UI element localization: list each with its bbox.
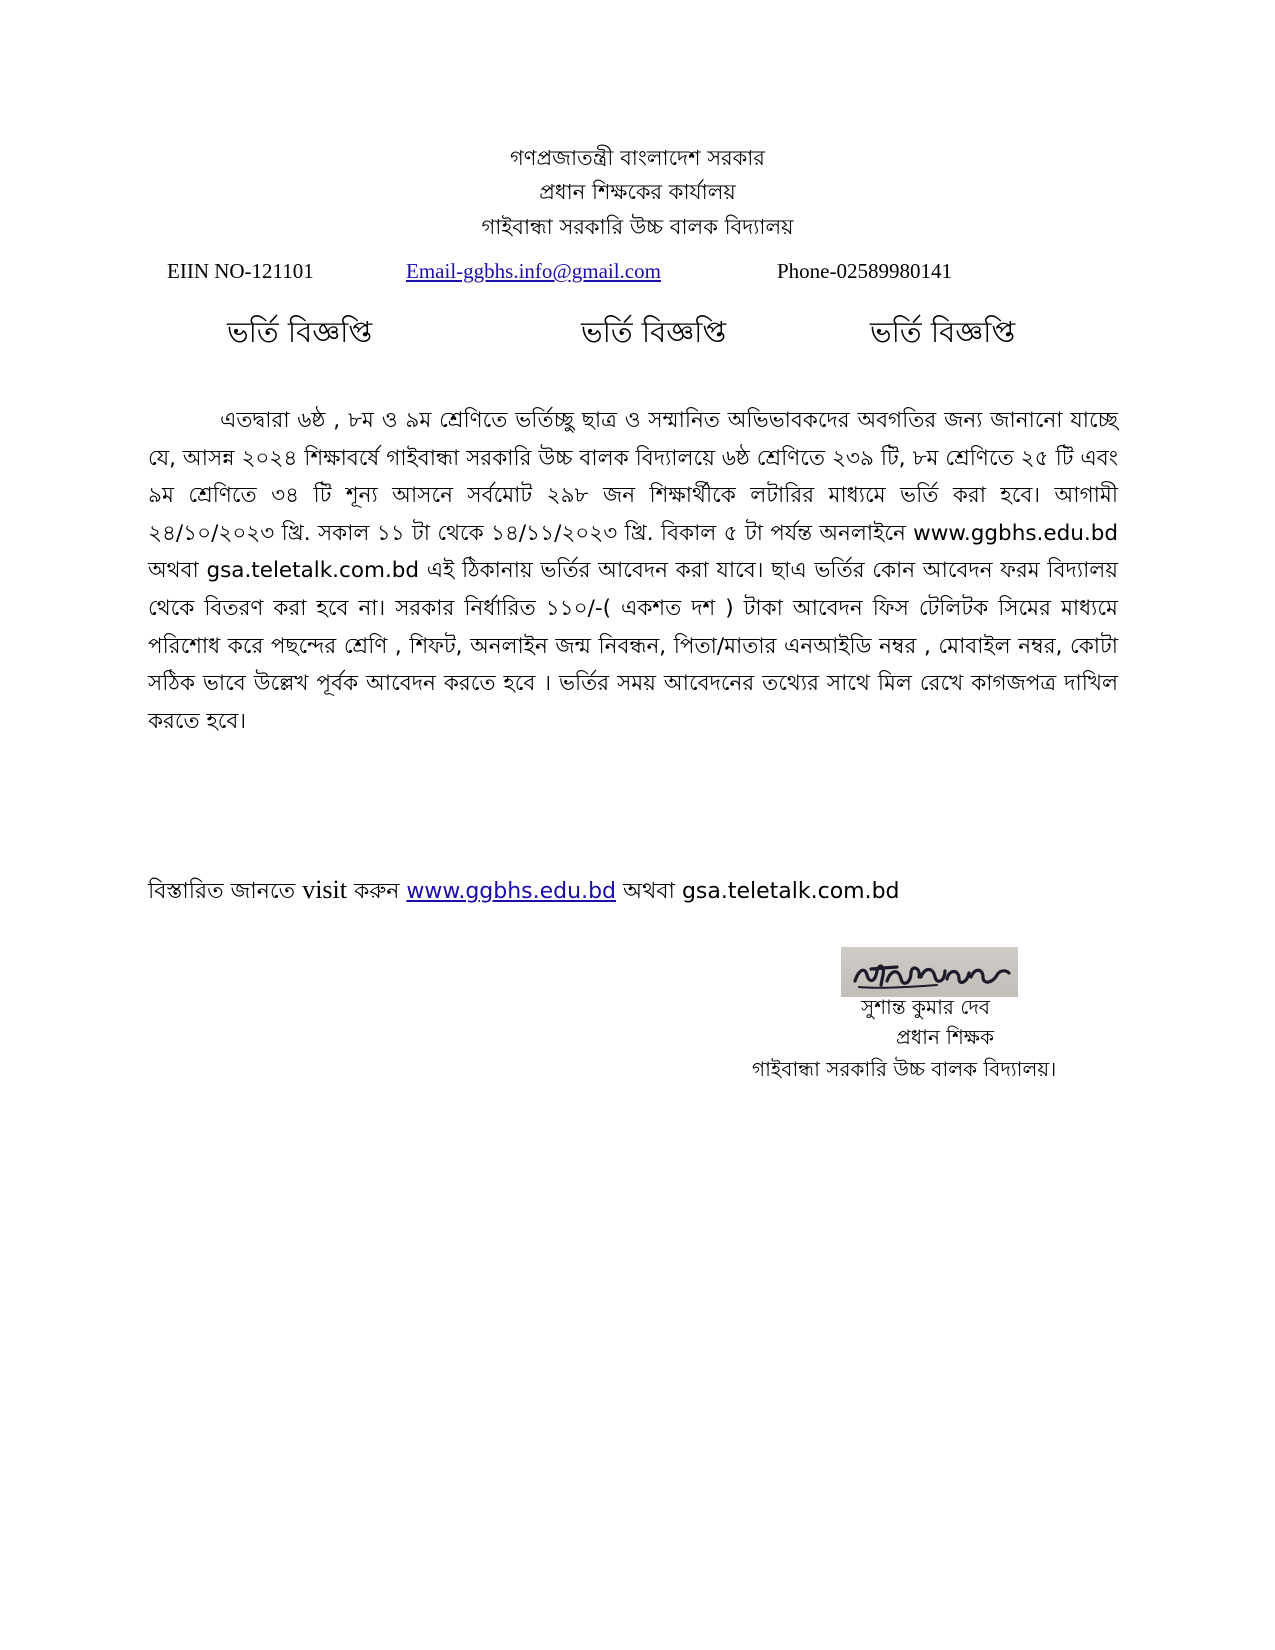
signatory-institution: গাইবান্ধা সরকারি উচ্চ বালক বিদ্যালয়। bbox=[752, 1057, 1057, 1081]
eiin-number: EIIN NO-121101 bbox=[167, 259, 314, 283]
school-heading: গাইবান্ধা সরকারি উচ্চ বালক বিদ্যালয় bbox=[481, 215, 794, 239]
handwritten-signature-icon bbox=[841, 947, 1018, 997]
government-heading: গণপ্রজাতন্ত্রী বাংলাদেশ সরকার bbox=[510, 146, 765, 170]
notice-title-right: ভর্তি বিজ্ঞপ্তি bbox=[870, 315, 1016, 349]
signatory-name: সুশান্ত কুমার দেব bbox=[861, 995, 990, 1019]
notice-title-left: ভর্তি বিজ্ঞপ্তি bbox=[227, 315, 373, 349]
notice-title-center: ভর্তি বিজ্ঞপ্তি bbox=[581, 315, 727, 349]
signature-image bbox=[841, 947, 1018, 997]
details-line bbox=[148, 873, 1118, 909]
office-heading: প্রধান শিক্ষকের কার্যালয় bbox=[539, 180, 736, 204]
website-link[interactable]: www.ggbhs.edu.bd bbox=[406, 879, 617, 904]
details-or: অথবা bbox=[623, 879, 675, 904]
details-prefix: বিস্তারিত জানতে bbox=[148, 879, 296, 904]
visit-word: visit bbox=[302, 875, 347, 904]
email-link[interactable]: Email-ggbhs.info@gmail.com bbox=[406, 259, 661, 283]
phone-number: Phone-02589980141 bbox=[777, 259, 952, 283]
signatory-designation: প্রধান শিক্ষক bbox=[896, 1025, 994, 1049]
details-action: করুন bbox=[353, 879, 400, 904]
teletalk-site: gsa.teletalk.com.bd bbox=[681, 879, 900, 904]
notice-body: এতদ্বারা ৬ষ্ঠ , ৮ম ও ৯ম শ্রেণিতে ভর্তিচ্ছু ছাত্র ও সম্মানিত অভিভাবকদের অবগতির জন্য জানানো যাচ্ছে যে, আসন্ন ২০২৪ শিক্ষাবর্ষে গাইবান্ধা সরকারি উচ্চ বালক বিদ্যালয়ে ৬ষ্ঠ শ্রেণিতে ২৩৯ টি, ৮ম শ্রেণিতে ২৫ টি এবং ৯ম শ্রেণিতে ৩৪ টি শূন্য আসনে সর্বমোট ২৯৮ জন শিক্ষার্থীকে লটারির মাধ্যমে ভর্তি করা হবে। আগামী ২৪/১০/২০২৩ খ্রি. সকাল ১১ টা থেকে ১৪/১১/২০২৩ খ্রি. বিকাল ৫ টা পর্যন্ত অনলাইনে www.ggbhs.edu.bd অথবা gsa.teletalk.com.bd এই ঠিকানায় ভর্তির আবেদন করা যাবে। ছাএ ভর্তির কোন আবেদন ফরম বিদ্যালয় থেকে বিতরণ করা হবে না। সরকার নির্ধারিত ১১০/-( একশত দশ ) টাকা আবেদন ফিস টেলিটক সিমের মাধ্যমে পরিশোধ করে পছন্দের শ্রেণি , শিফট, অনলাইন জন্ম নিবন্ধন, পিতা/মাতার এনআইডি নম্বর , মোবাইল নম্বর, কোটা সঠিক ভাবে উল্লেখ পূর্বক আবেদন করতে হবে । ভর্তির সময় আবেদনের তথ্যের সাথে মিল রেখে কাগজপত্র দাখিল করতে হবে। bbox=[148, 408, 1118, 734]
